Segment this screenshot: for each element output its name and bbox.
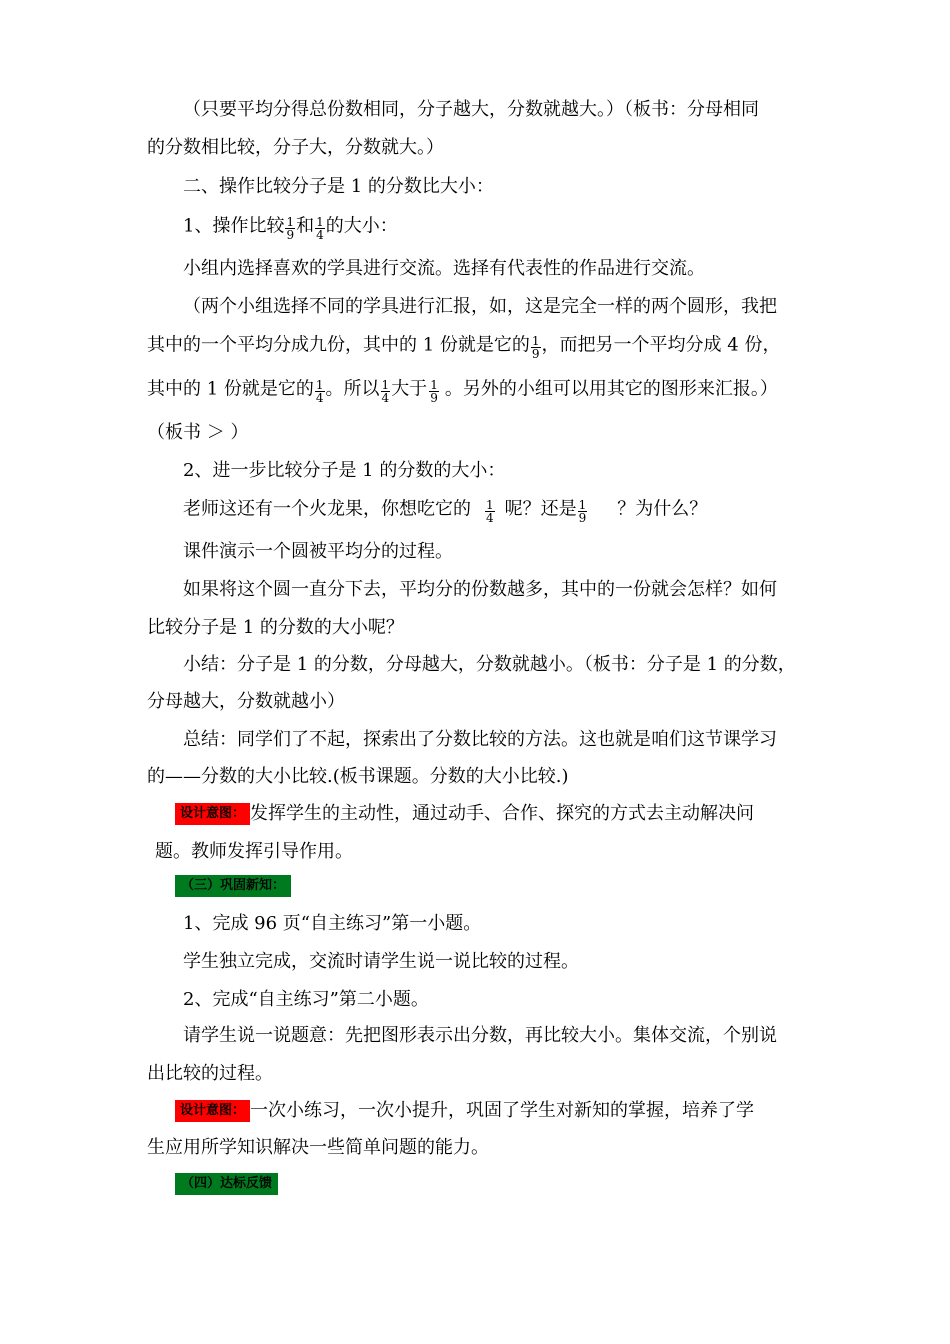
fraction-one-ninth: $\frac{1}{9}$ bbox=[286, 215, 295, 242]
design-intent-2-line-2: 生应用所学知识解决一些简单问题的能力。 bbox=[147, 1137, 489, 1158]
paragraph-5: 课件演示一个圆被平均分的过程。 bbox=[183, 541, 453, 562]
summary-line-1: 小结：分子是 1 的分数，分母越大，分数就越小。（板书：分子是 1 的分数， bbox=[183, 654, 796, 675]
design-intent-1-line-1: 设计意图： 发挥学生的主动性，通过动手、合作、探究的方式去主动解决问 bbox=[175, 802, 754, 826]
fraction-one-quarter: $\frac{1}{4}$ bbox=[315, 378, 324, 405]
step-1-text-b: 和 bbox=[296, 215, 315, 237]
fraction-one-ninth: $\frac{1}{9}$ bbox=[430, 378, 438, 405]
design-intent-tag: 设计意图： bbox=[175, 1100, 250, 1122]
step-1-text-c: 的大小： bbox=[325, 215, 398, 237]
paragraph-4: 老师这还有一个火龙果，你想吃它的 $\frac{1}{4}$ 呢？还是 $\frac{1}{9}$ ？为什么？ bbox=[183, 498, 708, 525]
paragraph-3-line-4: （板书 ＞ ） bbox=[147, 422, 249, 443]
fraction-one-ninth: $\frac{1}{9}$ bbox=[578, 498, 587, 525]
section-heading-2: 二、操作比较分子是 1 的分数比大小： bbox=[183, 176, 494, 197]
paragraph-1-line-2: 的分数相比较，分子大，分数就大。） bbox=[147, 137, 444, 158]
conclusion-line-2: 的——分数的大小比较.(板书课题。分数的大小比较.) bbox=[147, 766, 569, 787]
step-1-text-a: 1、操作比较 bbox=[183, 215, 285, 237]
paragraph-6-line-2: 比较分子是 1 的分数的大小呢？ bbox=[147, 617, 404, 638]
paragraph-2: 小组内选择喜欢的学具进行交流。选择有代表性的作品进行交流。 bbox=[183, 258, 705, 279]
exercise-2-detail-line-1: 请学生说一说题意：先把图形表示出分数，再比较大小。集体交流，个别说 bbox=[183, 1025, 777, 1046]
fraction-one-quarter: $\frac{1}{4}$ bbox=[316, 215, 324, 242]
fraction-one-quarter: $\frac{1}{4}$ bbox=[381, 378, 390, 405]
paragraph-6-line-1: 如果将这个圆一直分下去，平均分的份数越多，其中的一份就会怎样？如何 bbox=[183, 579, 777, 600]
paragraph-3-line-1: （两个小组选择不同的学具进行汇报，如，这是完全一样的两个圆形，我把 bbox=[183, 296, 777, 317]
exercise-2-detail-line-2: 出比较的过程。 bbox=[147, 1063, 273, 1084]
step-2: 2、进一步比较分子是 1 的分数的大小： bbox=[183, 460, 506, 481]
paragraph-3-line-3: 其中的 1 份就是它的 $\frac{1}{4}$ 。所以 $\frac{1}{4}$ 大于 $\frac{1}{9}$ 。另外的小组可以用其它的图形来汇报。） bbox=[147, 378, 778, 405]
paragraph-1-line-1: （只要平均分得总份数相同，分子越大，分数就越大。）（板书：分母相同 bbox=[183, 99, 759, 120]
exercise-1: 1、完成 96 页“自主练习”第一小题。 bbox=[183, 913, 482, 934]
section-heading-3: （三）巩固新知： bbox=[175, 875, 291, 897]
design-intent-1-line-2: 题。教师发挥引导作用。 bbox=[155, 841, 353, 862]
exercise-1-detail: 学生独立完成，交流时请学生说一说比较的过程。 bbox=[183, 951, 579, 972]
fraction-one-quarter: $\frac{1}{4}$ bbox=[486, 498, 494, 525]
conclusion-line-1: 总结：同学们了不起，探索出了分数比较的方法。这也就是咱们这节课学习 bbox=[183, 729, 777, 750]
design-intent-2-line-1: 设计意图： 一次小练习，一次小提升，巩固了学生对新知的掌握，培养了学 bbox=[175, 1099, 754, 1123]
paragraph-3-line-2: 其中的一个平均分成九份，其中的 1 份就是它的 $\frac{1}{9}$ ，而把另一个平均分成 4 份， bbox=[147, 334, 781, 361]
fraction-one-ninth: $\frac{1}{9}$ bbox=[531, 334, 540, 361]
summary-line-2: 分母越大，分数就越小） bbox=[147, 691, 345, 712]
exercise-2: 2、完成“自主练习”第二小题。 bbox=[183, 989, 429, 1010]
step-1 bbox=[183, 214, 398, 242]
design-intent-tag: 设计意图： bbox=[175, 803, 250, 825]
section-heading-4: （四）达标反馈 bbox=[175, 1173, 278, 1195]
